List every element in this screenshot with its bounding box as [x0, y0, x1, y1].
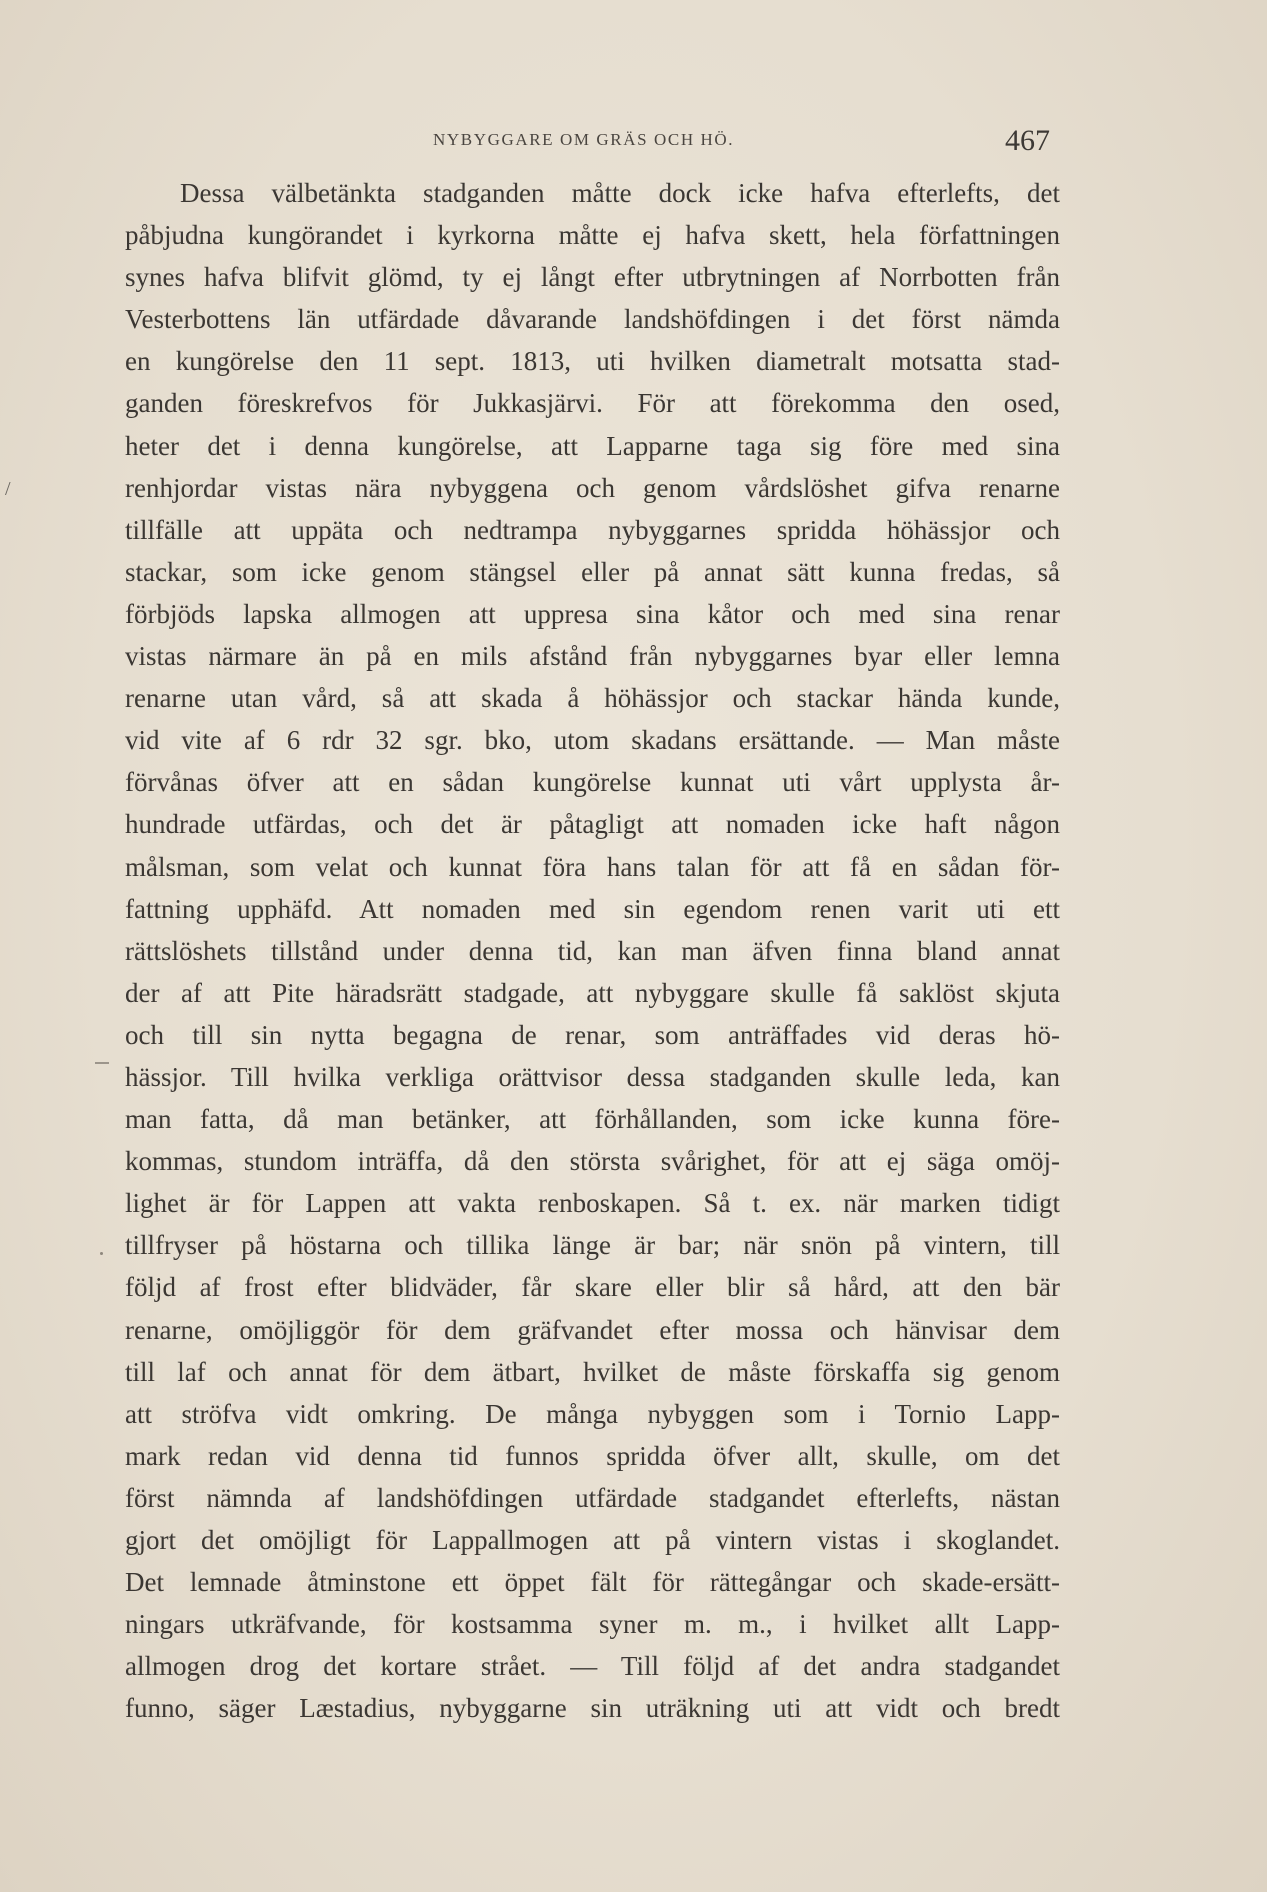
text-line: hässjor. Till hvilka verkliga orättvisor dessa stadganden skulle leda, kan	[125, 1061, 1060, 1092]
text-line: först nämnda af landshöfdingen utfärdade stadgandet efterlefts, nästan	[125, 1482, 1060, 1513]
text-line: kommas, stundom inträffa, då den största svårighet, för att ej säga omöj-	[125, 1146, 1060, 1177]
text-line: gjort det omöjligt för Lappallmogen att på vintern vistas i skoglandet.	[125, 1525, 1060, 1555]
margin-dot-mark	[100, 1252, 103, 1255]
text-line: stackar, som icke genom stängsel eller på annat sätt kunna fredas, så	[125, 556, 1060, 587]
body-text	[125, 172, 1060, 1729]
text-line: att ströfva vidt omkring. De många nybyggen som i Tornio Lapp-	[125, 1398, 1060, 1429]
running-head: NYBYGGARE OM GRÄS OCH HÖ.	[433, 130, 735, 149]
text-line: följd af frost efter blidväder, får skare eller blir så hård, att den bär	[125, 1272, 1060, 1303]
text-line: ningars utkräfvande, för kostsamma syner m. m., i hvilket allt Lapp-	[125, 1609, 1060, 1640]
text-line: påbjudna kungörandet i kyrkorna måtte ej hafva skett, hela författningen	[125, 220, 1060, 251]
text-line: och till sin nytta begagna de renar, som anträffades vid deras hö-	[125, 1019, 1060, 1050]
text-line: Det lemnade åtminstone ett öppet fält för rättegångar och skade-ersätt-	[125, 1567, 1060, 1598]
text-line: renarne, omöjliggör för dem gräfvandet efter mossa och hänvisar dem	[125, 1314, 1060, 1345]
text-line: renhjordar vistas nära nybyggena och genom vårdslöshet gifva renarne	[125, 472, 1060, 503]
text-line: lighet är för Lappen att vakta renboskapen. Så t. ex. när marken tidigt	[125, 1188, 1060, 1219]
text-line: förvånas öfver att en sådan kungörelse kunnat uti vårt upplysta år-	[125, 767, 1060, 798]
text-line: hundrade utfärdas, och det är påtagligt att nomaden icke haft någon	[125, 809, 1060, 840]
text-line: till laf och annat för dem ätbart, hvilket de måste förskaffa sig genom	[125, 1356, 1060, 1387]
text-line: förbjöds lapska allmogen att uppresa sina kåtor och med sina renar	[125, 598, 1060, 629]
text-line: vistas närmare än på en mils afstånd från nybyggarnes byar eller lemna	[125, 641, 1060, 672]
text-line: fattning upphäfd. Att nomaden med sin egendom renen varit uti ett	[125, 893, 1060, 924]
text-line: en kungörelse den 11 sept. 1813, uti hvilken diametralt motsatta stad-	[125, 346, 1060, 377]
text-line: heter det i denna kungörelse, att Lapparne taga sig före med sina	[125, 430, 1060, 461]
page-header	[125, 124, 1060, 168]
margin-pencil-mark: /	[5, 478, 11, 500]
text-line: der af att Pite häradsrätt stadgade, att nybyggare skulle få saklöst skjuta	[125, 977, 1060, 1008]
text-line: tillfryser på höstarna och tillika länge är bar; när snön på vintern, till	[125, 1230, 1060, 1261]
page-number: 467	[1005, 124, 1050, 157]
text-line: funno, säger Læstadius, nybyggarne sin uträkning uti att vidt och bredt	[125, 1693, 1060, 1724]
margin-dash-mark	[95, 1062, 109, 1064]
text-line: rättslöshets tillstånd under denna tid, kan man äfven finna bland annat	[125, 935, 1060, 966]
text-line: synes hafva blifvit glömd, ty ej långt efter utbrytningen af Norrbotten från	[125, 262, 1060, 293]
text-line: ganden föreskrefvos för Jukkasjärvi. För att förekomma den osed,	[125, 388, 1060, 419]
text-line: renarne utan vård, så att skada å höhässjor och stackar hända kunde,	[125, 683, 1060, 714]
text-line: målsman, som velat och kunnat föra hans talan för att få en sådan för-	[125, 851, 1060, 882]
text-line: vid vite af 6 rdr 32 sgr. bko, utom skadans ersättande. — Man måste	[125, 725, 1060, 756]
text-line: man fatta, då man betänker, att förhållanden, som icke kunna före-	[125, 1104, 1060, 1135]
text-line: tillfälle att uppäta och nedtrampa nybyggarnes spridda höhässjor och	[125, 514, 1060, 545]
text-line: Dessa välbetänkta stadganden måtte dock icke hafva efterlefts, det	[180, 178, 1060, 208]
text-line: allmogen drog det kortare strået. — Till följd af det andra stadgandet	[125, 1651, 1060, 1682]
text-line: mark redan vid denna tid funnos spridda öfver allt, skulle, om det	[125, 1440, 1060, 1471]
text-line: Vesterbottens län utfärdade dåvarande landshöfdingen i det först nämda	[125, 304, 1060, 335]
